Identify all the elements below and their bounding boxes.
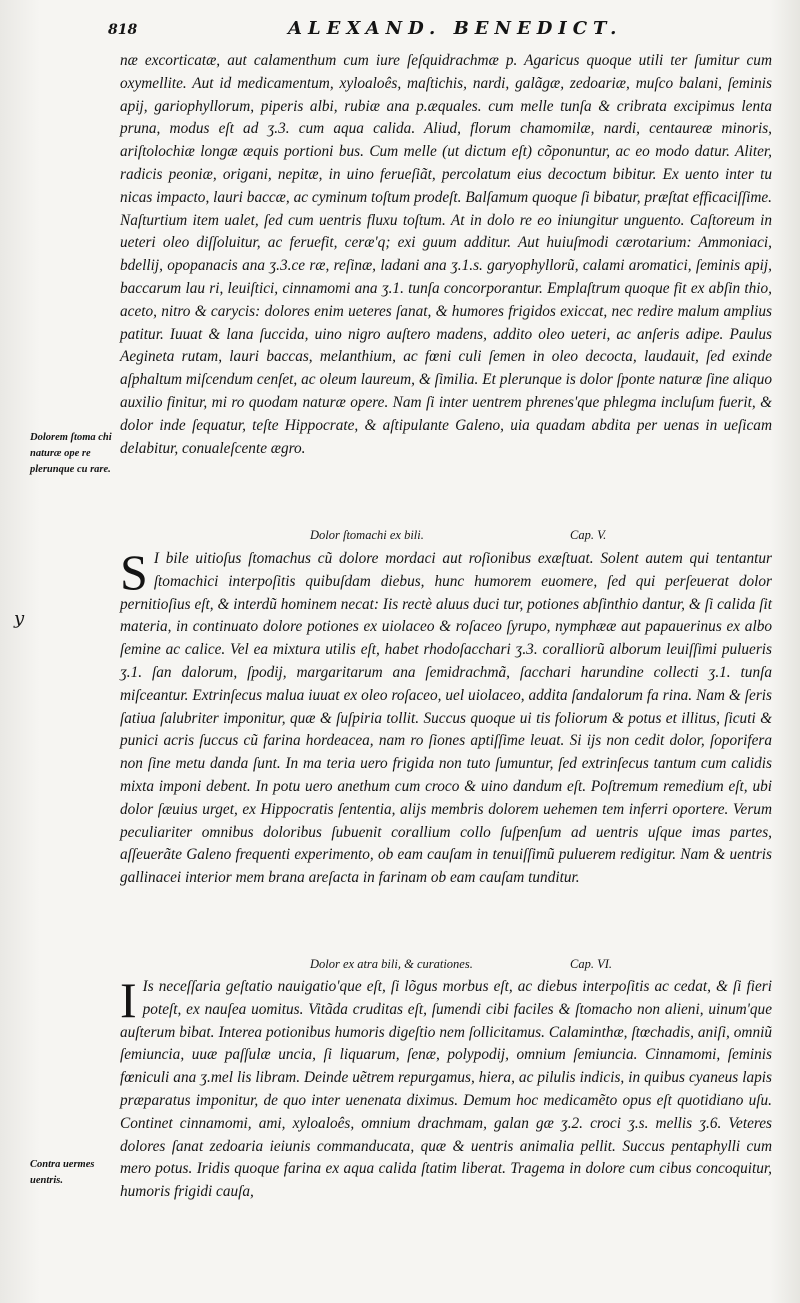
text-block-3 bbox=[120, 972, 772, 1204]
chapter-number: Cap. V. bbox=[570, 528, 607, 542]
marginal-note: Contra uermes uentris. bbox=[30, 1159, 95, 1186]
marginal-note: Dolorem ſtoma chi naturæ ope re plerunque cu rare. bbox=[30, 432, 112, 475]
text-block-1 bbox=[120, 50, 772, 460]
chapter-heading-6 bbox=[120, 957, 760, 977]
paragraph: næ excorticatæ, aut calamenthum cum iure ſeſquidrachmæ p. Agaricus quoque utili ter ſumitur cum oxymellite. Aut id medicamentum, xyloaloês, maſtichis, nardi, galãgæ, zedoariæ, muſco balani, ſeminis apij, gariophyllorum, piperis albi, rubiæ ana p.æquales. cum melle tunſa & cribrata excipimus lenta pruna, modus eſt ad ʒ.3. cum aqua calida. Aliud, florum chamomilæ, nardi, centaureæ minoris, ariſtolochiæ longæ æquis portioni bus. Cum melle (ut dictum eſt) cõponuntur, ac eo modo datur. Aliter, radicis peoniæ, origani, nepitæ, in uino ferueſiãt, percolatum eius decoctum bibitur. Ex uento inter tu nicas impacto, lauri baccæ, ac cyminum toſtum prodeſt. Balſamum quoque ſi bibatur, præſtat efficaciſſime. Naſturtium item ualet, ſed cum uentris fluxu toſtum. At in dolo re eo iniungitur unguento. Caſtoreum in ueteri oleo diſſoluitur, ac feruefit, ceræ'q; exi guum additur. Aut huiuſmodi cærotarium: Ammoniaci, bdellij, opopanacis ana ʒ.3.ce ræ, reſinæ, ladani ana ʒ.1.s. garyophyllorũ, calami aromatici, ſeminis apij, baccarum lau ri, leuiſtici, cinnamomi ana ʒ.1. tunſa concorporantur. Emplaſtrum quoque fit ex abſin thio, aceto, nitro & carycis: dolores enim ueteres ſanat, & humores frigidos exiccat, nec redire malum amplius patitur. Iuuat & lana ſuccida, uino nigro auſtero madens, addito oleo ueteri, ac anſeris adipe. Paulus Aegineta rutam, lauri baccas, melanthium, ac fœni culi ſemen in oleo decocta, laudauit, ſed exinde aſphaltum miſcendum cenſet, ac oleum laureum, & ſimilia. Et plerunque is dolor ſponte naturæ ſine aliquo auxilio finitur, mi ro quodam naturæ opere. Nam ſi inter uentrem phrenes'que phlegma incluſum fuerit, & dolor inde ſequatur, teſte Hippocrate, & aſtipulante Galeno, uia quadam abdita per uenas in ueſicam delabitur, conualeſcente ægro. bbox=[120, 52, 772, 457]
paragraph: I bile uitioſus ſtomachus cũ dolore mordaci aut roſionibus exæſtuat. Solent autem qui tentantur ſtomachici interpoſitis quibuſdam diebus, hunc humorem euomere, ſed qui perſeuerat dolor pernitioſius eſt, & interdũ hominem necat: Iis rectè aluus duci tur, potiones abſinthio dantur, & ſi calida ſit materia, in continuato dolore potiones ex uiolaceo & roſaceo ſyrupo, nymphææ aut papauerinus ex albo ſemine ac calice. Vel ea mixtura utilis eſt, habet rhodoſacchari ʒ.3. coralliorũ alborum leuiſſimi pulueris ʒ.1. ſan dalorum, ſpodij, margaritarum ana ſemidrachmã, ſacchari harundine collecti ʒ.1. tunſa miſceantur. Extrinſecus malua iuuat ex oleo roſaceo, uel uiolaceo, addita ſandalorum fa rina. Nam & ſeris ſatiua ſalubriter imponitur, quæ & ſuſpiria tollit. Succus quoque ui tis foliorum & potus et illitus, ſicuti & punici acris ſuccus cũ farina hordeacea, nam ro ſiones aptiſſime leuat. Si ijs non cedit dolor, ſoporifera non ſine metu danda ſunt. In ma teria uero frigida non tuto ſumuntur, ſed extrinſecus tantum cum calidis mixta imponi debent. In potu uero anethum cum croco & uino dandum eſt. Poſtremum remedium eſt, ubi dolor ſæuius urget, ex Hippocratis ſententia, alijs membris dolorem uehemen tem inferri oportere. Verum peculiariter omnibus doloribus ſubuenit corallium collo ſuſpenſum ad uentris uſque imas partes, aſſeuerãte Galeno frequenti experimento, ob eam cauſam in tenuiſſimũ puluerem redigitur. Nam & uentris gallinacei interior mem brana areſacta in farinam ob eam cauſam tunditur. bbox=[120, 550, 772, 887]
chapter-number: Cap. VI. bbox=[570, 957, 613, 971]
drop-cap: S bbox=[120, 544, 148, 600]
folio-number: 818 bbox=[108, 22, 138, 38]
drop-cap: I bbox=[120, 972, 137, 1028]
text-block-2 bbox=[120, 544, 772, 890]
chapter-title: Dolor ex atra bili, & curationes. bbox=[310, 957, 473, 971]
page-header bbox=[108, 18, 768, 44]
chapter-title: Dolor ſtomachi ex bili. bbox=[310, 528, 424, 542]
paragraph: Is neceſſaria geſtatio nauigatio'que eſt, ſi lõgus morbus eſt, ac diebus interpoſitis ac cedat, & ſi fieri poteſt, ex nauſea uomitus. Vitãda cruditas eſt, ſumendi cibi faciles & ſtomacho non alieni, uinum'que auſterum bibat. Interea potionibus humoris digeſtio nem ſollicitamus. Calaminthæ, ſtœchadis, aniſi, omniũ ſemiuncia, uuæ paſſulæ uncia, ſi liquarum, ſenæ, polypodij, omnium ſemiuncia. Cinnamomi, ſeminis fœniculi ana ʒ.mel lis libram. Deinde uẽtrem repurgamus, hiera, ac pilulis indicis, in quibus cyaneus lapis præparatus imponitur, de quo inter uenenata diximus. Demum hoc medicamẽto opus eſt quotidiano uſu. Continet cinnamomi, ami, xyloaloês, omnium drachmam, galan gæ ʒ.2. croci ʒ.s. mellis ʒ.6. Veteres dolores ſanat zedoaria ieiunis commanducata, quæ & uentris animalia pellit. Succus pentaphylli cum mero potus. Iridis quoque farina ex aqua calida ſtatim liberat. Tragema in dolore cum cibus concoquitur, humoris frigidi cauſa, bbox=[120, 978, 772, 1201]
running-head: ALEXAND. BENEDICT. bbox=[288, 18, 623, 39]
margin-mark: y bbox=[14, 608, 25, 629]
chapter-heading-5 bbox=[120, 528, 760, 548]
